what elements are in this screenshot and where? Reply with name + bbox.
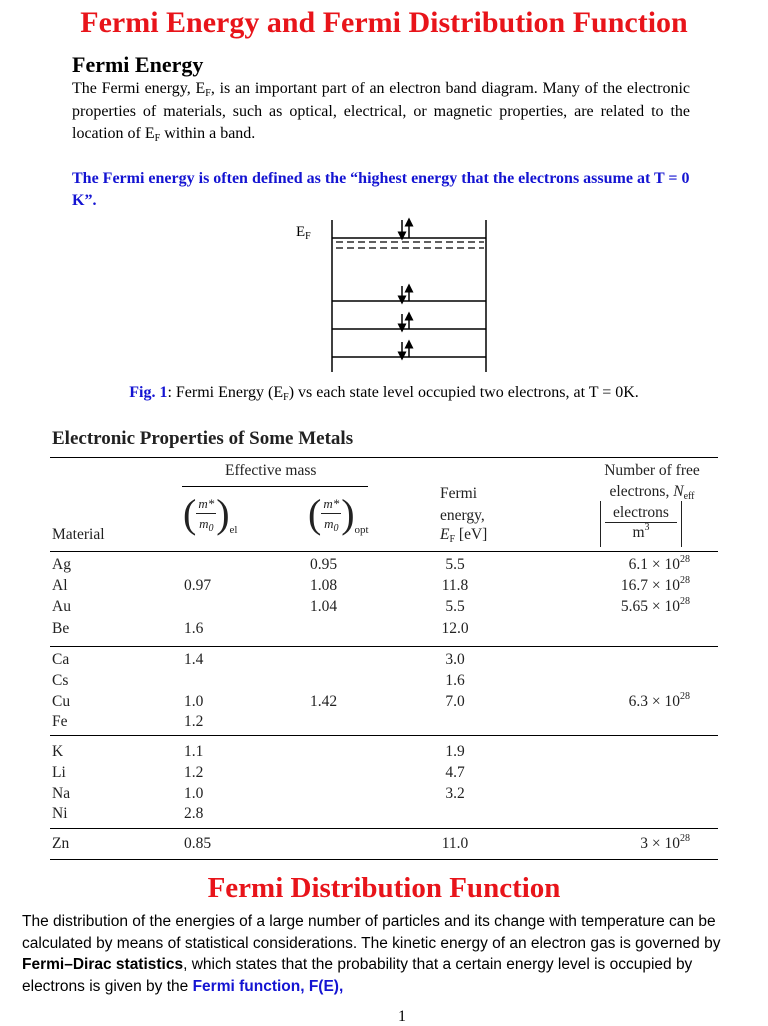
cell-m-el: 1.1: [184, 743, 204, 760]
header-m-el-m0: m: [199, 516, 209, 531]
figure-label: Fig. 1: [129, 384, 168, 401]
table-rule-group-2: [50, 735, 718, 736]
cell-material: Ag: [52, 556, 71, 573]
fermi-energy-definition: The Fermi energy is often defined as the “highest energy that the electrons assume at T = 0 K”.: [72, 170, 690, 209]
cell-m-el: 0.85: [184, 835, 212, 852]
header-m-opt-m0: m: [324, 516, 334, 531]
header-free-2: [586, 482, 718, 501]
header-free-m: m: [632, 524, 645, 541]
section-heading-fermi-energy: Fermi Energy: [72, 52, 204, 77]
cell-m-opt: 1.04: [310, 598, 338, 615]
header-free-unit-numerator: electrons: [605, 503, 677, 523]
cell-free-electrons-exponent: 28: [680, 596, 690, 607]
cell-free-electrons-mantissa: 5.65 × 10: [620, 598, 680, 615]
cell-fermi-energy: 11.8: [441, 577, 469, 594]
cell-m-opt: 0.95: [310, 556, 338, 573]
header-material: Material: [52, 526, 105, 543]
intro-paragraph: [72, 78, 690, 146]
cell-material: Al: [52, 577, 68, 594]
cell-free-electrons-exponent: 28: [680, 554, 690, 565]
cell-m-el: 1.2: [184, 764, 204, 781]
cell-free-electrons-exponent: 28: [680, 691, 690, 702]
energy-levels-svg: [290, 212, 500, 374]
header-free-m-sup: 3: [644, 522, 650, 533]
fermi-function-term: Fermi function, F(E),: [192, 977, 344, 995]
cell-fermi-energy: 12.0: [441, 620, 469, 637]
cell-free-electrons-mantissa: 6.3 × 10: [628, 693, 680, 710]
electron-pair-top: [402, 220, 409, 238]
intro-sub-f-2: F: [154, 133, 161, 144]
cell-free-electrons-mantissa: 16.7 × 10: [620, 577, 680, 594]
table-title: Electronic Properties of Some Metals: [52, 428, 354, 449]
header-free-electrons: electrons,: [609, 483, 674, 500]
header-fermi-1: Fermi: [440, 485, 478, 502]
electron-pair-3: [402, 342, 409, 357]
cell-material: Cs: [52, 672, 69, 689]
cell-material: Ni: [52, 805, 68, 822]
intro-text-a: The Fermi energy, E: [72, 80, 206, 97]
cell-fermi-energy: 7.0: [445, 693, 465, 710]
section-heading-fermi-distribution: Fermi Distribution Function: [207, 872, 561, 904]
table-rule-group-1: [50, 646, 718, 647]
figure-caption-text-b: ) vs each state level occupied two electrons, at T = 0K.: [288, 384, 639, 401]
cell-m-el: 2.8: [184, 805, 204, 822]
cell-material: K: [52, 743, 64, 760]
cell-material: Au: [52, 598, 71, 615]
cell-fermi-energy: 1.6: [445, 672, 465, 689]
cell-material: Ca: [52, 651, 70, 668]
cell-material: Fe: [52, 713, 68, 730]
cell-free-electrons: [570, 692, 690, 711]
cell-m-opt: 1.08: [310, 577, 338, 594]
header-fermi-2: energy,: [440, 507, 485, 524]
electron-pair-1: [402, 286, 409, 301]
distribution-text-a: The distribution of the energies of a large number of particles and its change with temperature can be calculated by means of statistical considerations. The kinetic energy of an electron gas is governed by: [22, 913, 721, 952]
header-free-unit-denominator: [601, 523, 681, 542]
cell-free-electrons-mantissa: 6.1 × 10: [628, 556, 680, 573]
cell-m-el: 1.2: [184, 713, 204, 730]
diagram-label-sub: F: [305, 231, 311, 242]
intro-text-b: , is an important part of an electron band diagram. Many of the electronic properties of materials, such as optical, electrical, or magnetic properties, are related to the location of E: [72, 80, 690, 142]
figure-caption-sub: F: [283, 392, 289, 403]
header-m-opt: ( $\frac{m*}{m_0}$ )$_{opt}$: [308, 491, 369, 537]
electron-pair-2: [402, 314, 409, 329]
fermi-dirac-term: Fermi–Dirac statistics: [22, 956, 184, 973]
cell-m-el: 1.4: [184, 651, 204, 668]
header-fermi-sub: F: [449, 534, 456, 545]
distribution-paragraph: [22, 911, 738, 997]
figure-caption: [0, 384, 768, 402]
cell-m-el: 0.97: [184, 577, 212, 594]
figure-caption-text-a: : Fermi Energy (E: [167, 384, 284, 401]
header-m-el: ( $\frac{m*}{m_0}$ )$_{el}$: [183, 491, 238, 537]
cell-material: Li: [52, 764, 66, 781]
page-title: Fermi Energy and Fermi Distribution Function: [80, 6, 688, 39]
header-m-opt-numerator: m*: [321, 494, 341, 514]
table-rule-group-3: [50, 828, 718, 829]
cell-m-el: 1.0: [184, 785, 204, 802]
cell-free-electrons: [570, 834, 690, 853]
cell-fermi-energy: 3.2: [445, 785, 465, 802]
cell-m-opt: 1.42: [310, 693, 338, 710]
cell-free-electrons: [570, 555, 690, 574]
cell-fermi-energy: 11.0: [441, 835, 469, 852]
header-m-el-m0-sub: 0: [208, 523, 214, 534]
cell-free-electrons-exponent: 28: [680, 575, 690, 586]
effective-mass-rule: [182, 486, 368, 487]
cell-free-electrons: [570, 576, 690, 595]
header-fermi-e: E: [440, 526, 450, 543]
page-number: 1: [398, 1008, 406, 1025]
distribution-text-b: , which states that the probability that a certain energy level is occupied by electrons is given by the: [22, 956, 693, 995]
cell-free-electrons: [570, 597, 690, 616]
table-rule-top: [50, 457, 718, 458]
cell-free-electrons-exponent: 28: [680, 833, 690, 844]
cell-fermi-energy: 5.5: [445, 598, 465, 615]
header-effective-mass: Effective mass: [225, 462, 317, 479]
cell-material: Be: [52, 620, 70, 637]
cell-fermi-energy: 1.9: [445, 743, 465, 760]
header-free-n: N: [673, 483, 684, 500]
cell-fermi-energy: 4.7: [445, 764, 465, 781]
header-m-el-subscript: el: [229, 524, 238, 537]
cell-material: Zn: [52, 835, 70, 852]
intro-sub-f: F: [205, 88, 211, 99]
table-rule-header: [50, 551, 718, 552]
diagram-label-e: E: [296, 224, 306, 240]
cell-fermi-energy: 5.5: [445, 556, 465, 573]
header-free-unit: [600, 501, 682, 547]
cell-m-el: 1.0: [184, 693, 204, 710]
header-fermi-3: [440, 525, 487, 544]
intro-text-c: within a band.: [160, 125, 256, 142]
header-free-1: Number of free: [604, 462, 700, 479]
header-free-sub: eff: [683, 491, 695, 502]
header-m-opt-subscript: opt: [354, 524, 369, 537]
cell-fermi-energy: 3.0: [445, 651, 465, 668]
header-fermi-unit: [eV]: [455, 526, 488, 543]
table-rule-bottom: [50, 859, 718, 860]
cell-m-el: 1.6: [184, 620, 204, 637]
cell-free-electrons-mantissa: 3 × 10: [640, 835, 680, 852]
cell-material: Cu: [52, 693, 71, 710]
header-m-opt-m0-sub: 0: [333, 523, 339, 534]
header-m-el-numerator: m*: [196, 494, 216, 514]
cell-material: Na: [52, 785, 71, 802]
